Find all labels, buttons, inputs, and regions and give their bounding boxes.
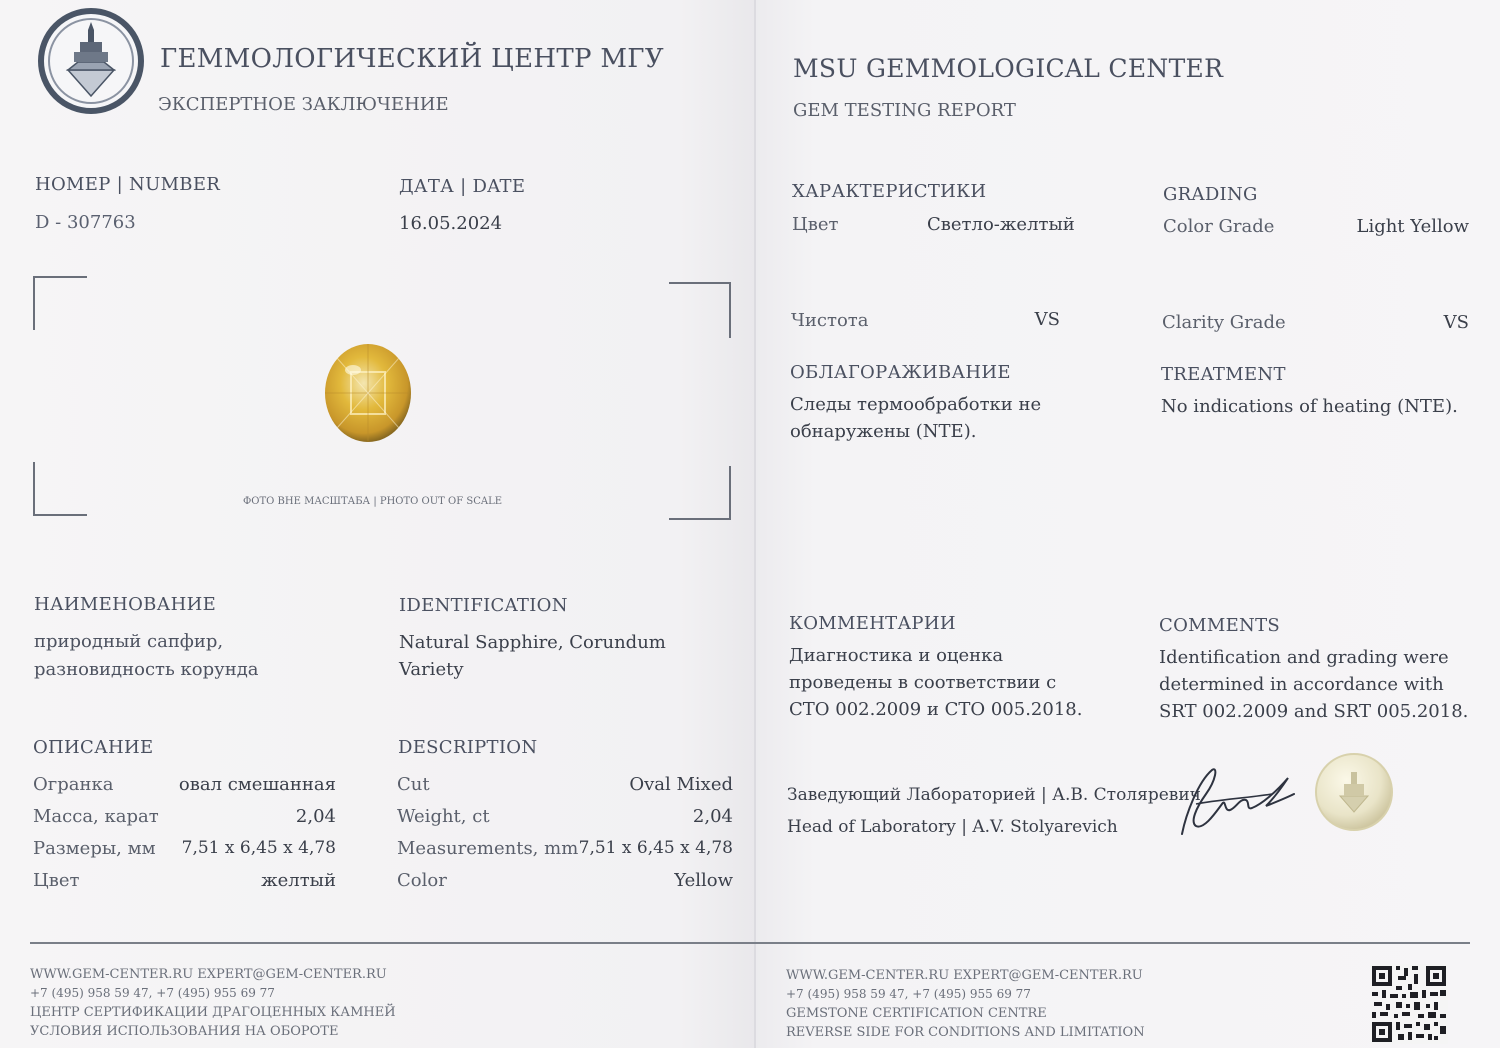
treatment-line1-en: No indications of heating (NTE). bbox=[1161, 396, 1458, 417]
treatment-heading-ru: ОБЛАГОРАЖИВАНИЕ bbox=[790, 362, 1011, 383]
frame-corner-br bbox=[669, 466, 731, 520]
desc-en-value: 2,04 bbox=[692, 806, 733, 827]
identification-heading-en: IDENTIFICATION bbox=[399, 595, 568, 616]
identification-line1-ru: природный сапфир, bbox=[34, 631, 224, 652]
description-heading-en: DESCRIPTION bbox=[398, 737, 538, 758]
color-value-ru: Светло-желтый bbox=[927, 214, 1075, 235]
identification-heading-ru: НАИМЕНОВАНИЕ bbox=[34, 594, 217, 615]
grading-heading-ru: ХАРАКТЕРИСТИКИ bbox=[792, 181, 987, 202]
desc-ru-label: Огранка bbox=[33, 774, 114, 795]
footer-rule bbox=[30, 942, 1470, 944]
report-date: 16.05.2024 bbox=[399, 213, 503, 234]
footer-left-web: WWW.GEM-CENTER.RU EXPERT@GEM-CENTER.RU bbox=[30, 967, 387, 982]
desc-ru-value: 7,51 x 6,45 x 4,78 bbox=[181, 838, 336, 858]
treatment-line1-ru: Следы термообработки не bbox=[790, 394, 1042, 415]
clarity-label-en: Clarity Grade bbox=[1162, 312, 1286, 333]
footer-right-phone: +7 (495) 958 59 47, +7 (495) 955 69 77 bbox=[786, 987, 1031, 1001]
frame-corner-tl bbox=[33, 276, 87, 330]
signatory-ru: Заведующий Лабораторией | А.В. Столяревич bbox=[787, 785, 1201, 805]
hologram-seal-icon bbox=[1314, 752, 1394, 832]
clarity-value-en: VS bbox=[1443, 312, 1469, 333]
signature bbox=[1176, 764, 1296, 838]
org-subtitle-en: GEM TESTING REPORT bbox=[793, 100, 1016, 121]
comments-line-en: Identification and grading were bbox=[1159, 647, 1449, 668]
desc-ru-value: желтый bbox=[261, 870, 336, 891]
identification-line2-ru: разновидность корунда bbox=[34, 659, 259, 680]
color-value-en: Light Yellow bbox=[1356, 216, 1469, 237]
comments-line-ru: проведены в соответствии с bbox=[789, 672, 1057, 693]
report-number: D - 307763 bbox=[35, 212, 136, 233]
signatory-en: Head of Laboratory | A.V. Stolyarevich bbox=[787, 817, 1118, 837]
frame-corner-tr bbox=[669, 282, 731, 338]
identification-line2-en: Variety bbox=[399, 659, 464, 680]
comments-line-ru: СТО 002.2009 и СТО 005.2018. bbox=[789, 699, 1083, 720]
org-subtitle-ru: ЭКСПЕРТНОЕ ЗАКЛЮЧЕНИЕ bbox=[158, 94, 449, 115]
desc-ru-value: 2,04 bbox=[295, 806, 336, 827]
footer-right-conditions: REVERSE SIDE FOR CONDITIONS AND LIMITATION bbox=[786, 1025, 1145, 1040]
clarity-value-ru: VS bbox=[1034, 309, 1060, 330]
desc-en-value: Yellow bbox=[674, 870, 733, 891]
comments-line-ru: Диагностика и оценка bbox=[789, 645, 1004, 666]
desc-ru-value: овал смешанная bbox=[178, 774, 336, 795]
org-name-en: MSU GEMMOLOGICAL CENTER bbox=[793, 54, 1224, 83]
comments-heading-ru: КОММЕНТАРИИ bbox=[789, 613, 956, 634]
color-label-ru: Цвет bbox=[792, 214, 839, 235]
fold-line bbox=[754, 0, 756, 1048]
right-panel bbox=[755, 0, 1500, 1048]
photo-caption: ФОТО ВНЕ МАСШТАБА | PHOTO OUT OF SCALE bbox=[243, 496, 503, 507]
frame-corner-bl bbox=[33, 462, 87, 516]
desc-ru-label: Размеры, мм bbox=[33, 838, 156, 859]
description-heading-ru: ОПИСАНИЕ bbox=[33, 737, 154, 758]
desc-en-label: Cut bbox=[397, 774, 430, 795]
comments-line-en: SRT 002.2009 and SRT 005.2018. bbox=[1159, 701, 1469, 722]
qr-code-icon bbox=[1370, 964, 1448, 1044]
desc-en-label: Color bbox=[397, 870, 447, 891]
treatment-heading-en: TREATMENT bbox=[1161, 364, 1286, 385]
org-name-ru: ГЕММОЛОГИЧЕСКИЙ ЦЕНТР МГУ bbox=[160, 44, 664, 74]
date-label: ДАТА | DATE bbox=[399, 176, 526, 197]
comments-heading-en: COMMENTS bbox=[1159, 615, 1281, 636]
desc-ru-label: Цвет bbox=[33, 870, 80, 891]
desc-en-value: 7,51 x 6,45 x 4,78 bbox=[578, 838, 733, 858]
comments-line-en: determined in accordance with bbox=[1159, 674, 1444, 695]
number-label: НОМЕР | NUMBER bbox=[35, 174, 221, 195]
msu-logo-icon bbox=[38, 8, 144, 114]
gem-photo bbox=[323, 342, 413, 444]
footer-left-phone: +7 (495) 958 59 47, +7 (495) 955 69 77 bbox=[30, 986, 275, 1000]
footer-right-centre: GEMSTONE CERTIFICATION CENTRE bbox=[786, 1006, 1047, 1021]
desc-en-label: Measurements, mm bbox=[397, 838, 579, 859]
desc-en-label: Weight, ct bbox=[397, 806, 490, 827]
desc-ru-label: Масса, карат bbox=[33, 806, 159, 827]
clarity-label-ru: Чистота bbox=[791, 310, 869, 331]
desc-en-value: Oval Mixed bbox=[629, 774, 733, 795]
grading-heading-en: GRADING bbox=[1163, 184, 1258, 205]
identification-line1-en: Natural Sapphire, Corundum bbox=[399, 632, 666, 653]
color-label-en: Color Grade bbox=[1163, 216, 1275, 237]
footer-left-conditions: УСЛОВИЯ ИСПОЛЬЗОВАНИЯ НА ОБОРОТЕ bbox=[30, 1024, 339, 1039]
treatment-line2-ru: обнаружены (NTE). bbox=[790, 421, 977, 442]
footer-left-centre: ЦЕНТР СЕРТИФИКАЦИИ ДРАГОЦЕННЫХ КАМНЕЙ bbox=[30, 1005, 396, 1020]
footer-right-web: WWW.GEM-CENTER.RU EXPERT@GEM-CENTER.RU bbox=[786, 968, 1143, 983]
